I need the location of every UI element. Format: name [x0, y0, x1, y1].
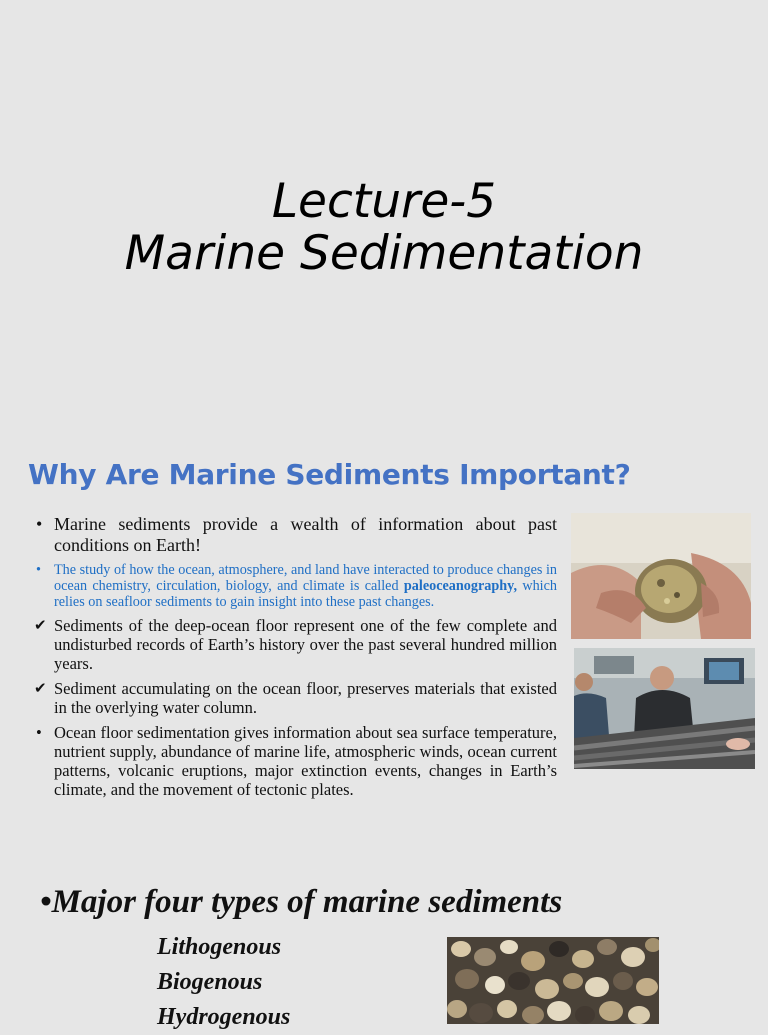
type-item: Hydrogenous [157, 1004, 291, 1030]
types-heading [40, 884, 562, 921]
bullet-text-tail: which relies on seafloor sediments to gain insight into these past changes. [54, 578, 557, 610]
bullet-emphasis: paleoceanography, [403, 578, 518, 594]
bullet-marker: • [36, 514, 43, 534]
bullet-item [36, 679, 557, 717]
lab-core-photo [574, 648, 755, 769]
bullet-item [36, 616, 557, 673]
bullet-text: The study of how the ocean, atmosphere, and land have interacted to produce changes in ocean chemistry, circulation, biology, and climate is called [54, 562, 557, 594]
title-line-2: Marine Sedimentation [124, 226, 644, 281]
check-marker: ✔ [34, 616, 47, 634]
types-title: Major four types of marine sediments [51, 884, 563, 920]
types-list [157, 930, 290, 1035]
bullet-text: Sediments of the deep-ocean floor represent one of the few complete and undisturbed records of Earth’s history over the past several hundred million years. [54, 616, 557, 673]
slide-title [0, 176, 768, 280]
bullet-item [36, 514, 557, 556]
title-line-1: Lecture-5 [271, 174, 497, 229]
sand-grains-photo [447, 937, 659, 1024]
bullet-text: Sediment accumulating on the ocean floor, preserves materials that existed in the overlying water column. [54, 679, 557, 717]
type-item: Lithogenous [157, 934, 282, 960]
bullet-marker: • [36, 562, 41, 578]
section-heading: Why Are Marine Sediments Important? [28, 458, 631, 491]
check-marker: ✔ [34, 679, 47, 697]
bullet-list [36, 514, 557, 805]
types-bullet: • [40, 884, 52, 920]
type-item: Biogenous [157, 969, 263, 995]
sediment-core-photo [571, 513, 751, 639]
bullet-item [36, 562, 557, 610]
bullet-text: Marine sediments provide a wealth of information about past conditions on Earth! [54, 514, 557, 555]
bullet-marker: • [36, 723, 42, 742]
bullet-item [36, 723, 557, 799]
bullet-text: Ocean floor sedimentation gives information about sea surface temperature, nutrient supply, abundance of marine life, atmospheric winds, ocean current patterns, volcanic eruptions, major extinction events, changes in Earth’s climate, and the movement of tectonic plates. [54, 723, 557, 799]
